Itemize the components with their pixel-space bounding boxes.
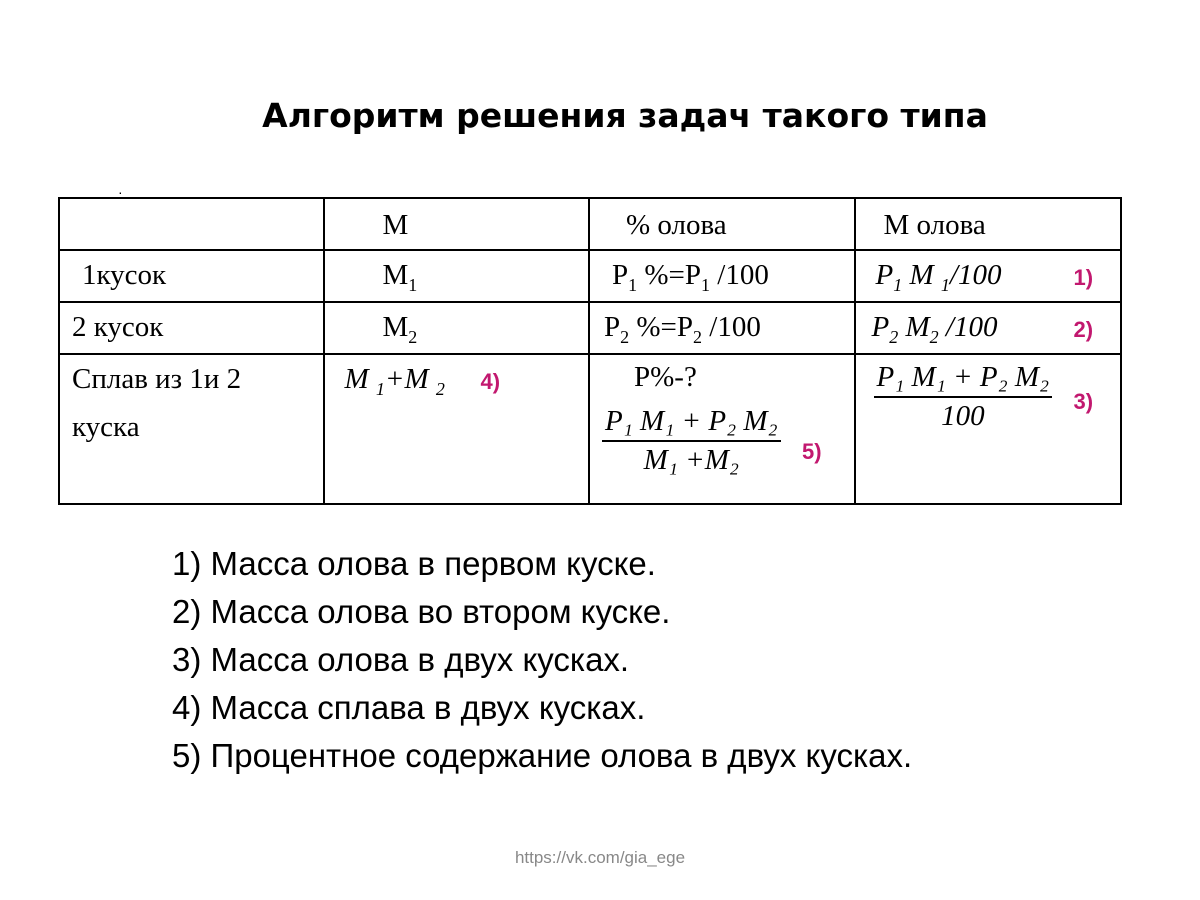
table-row-piece-1 bbox=[59, 250, 1121, 302]
table-header-row bbox=[59, 198, 1121, 250]
list-item: 2) Масса олова во втором куске. bbox=[172, 593, 671, 630]
list-item: 5) Процентное содержание олова в двух кусках. bbox=[172, 737, 913, 774]
row1-mass-cell: $M_1$ bbox=[324, 250, 590, 302]
list-item: 4) Масса сплава в двух кусках. bbox=[172, 689, 646, 726]
step-mark-5: 5) bbox=[802, 439, 822, 464]
algorithm-table bbox=[58, 197, 1122, 505]
step-mark-3: 3) bbox=[1073, 389, 1094, 414]
row1-percent-cell: $P_1$ $\%=P_1$ /100 bbox=[589, 250, 855, 302]
footer-link[interactable]: https://vk.com/gia_ege bbox=[514, 848, 686, 867]
row3-tin-cell bbox=[855, 354, 1122, 504]
row3-label-cell: Сплав из 1и 2 куска bbox=[59, 354, 324, 504]
step-mark-1: 1) bbox=[1073, 265, 1094, 290]
header-cell-percent: % олова bbox=[589, 198, 855, 250]
row3-mass-cell: M $_1$+M $_2$ 4) bbox=[324, 354, 590, 504]
table-row-alloy bbox=[59, 354, 1121, 504]
header-cell-empty bbox=[59, 198, 324, 250]
header-cell-tin-mass: M олова bbox=[855, 198, 1122, 250]
list-item: 3) Масса олова в двух кусках. bbox=[172, 641, 630, 678]
row2-label-cell: 2 кусок bbox=[59, 302, 324, 354]
step-mark-2: 2) bbox=[1073, 317, 1094, 342]
percent-fraction: $\frac{\text{P₁ M₁ + P₂ M₂}}{\text{M₁ +M₂}}$ bbox=[602, 405, 781, 477]
row1-label-cell: 1кусок bbox=[59, 250, 324, 302]
page-title: Алгоритм решения задач такого типа bbox=[262, 96, 988, 135]
table-row-piece-2 bbox=[59, 302, 1121, 354]
row2-tin-cell: $P_2$ $M_2$ /100 2) bbox=[855, 302, 1122, 354]
row1-tin-cell: $P_1$ M $_1$/100 1) bbox=[855, 250, 1122, 302]
list-item: 1) Масса олова в первом куске. bbox=[172, 545, 656, 582]
row2-mass-cell: $M_2$ bbox=[324, 302, 590, 354]
steps-list bbox=[172, 540, 912, 780]
header-cell-mass: M bbox=[324, 198, 590, 250]
step-mark-4: 4) bbox=[480, 369, 501, 394]
stray-dot: · bbox=[118, 184, 123, 200]
row3-percent-cell: P%-? $\frac{\text{P₁ M₁ + P₂ M₂}}{\text{M₁ +M₂}}$ 5) bbox=[589, 354, 855, 504]
row2-percent-cell: $P_2$ $\%=P_2$ /100 bbox=[589, 302, 855, 354]
tin-fraction: $\frac{\text{P₁ M₁ + P₂ M₂}}{100}$ bbox=[874, 361, 1053, 433]
